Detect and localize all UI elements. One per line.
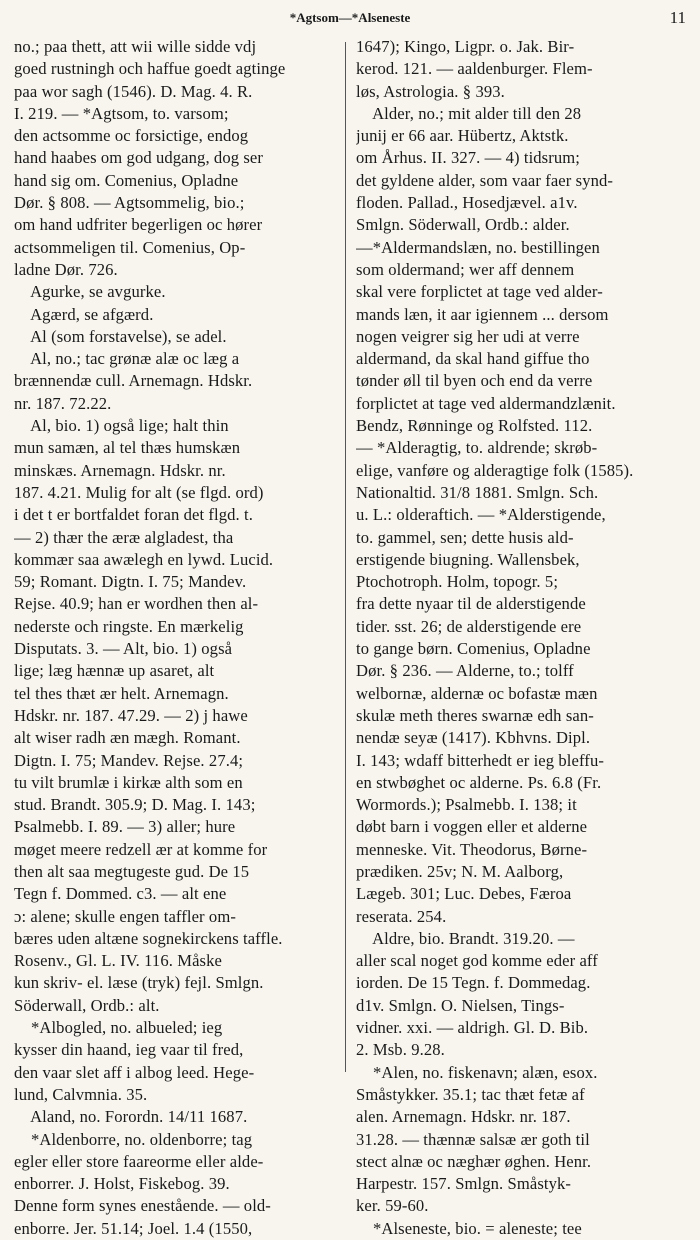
text-line: *Alseneste, bio. = aleneste; tee	[356, 1218, 582, 1238]
text-line: stud. Brandt. 305.9; D. Mag. I. 143;	[14, 795, 256, 815]
text-line: Nationaltid. 31/8 1881. Smlgn. Sch.	[356, 482, 599, 502]
text-line: reserata. 254.	[356, 906, 447, 926]
text-line: hand haabes om god udgang, dog ser	[14, 148, 264, 168]
text-line: elige, vanføre og alderagtige folk (1585).	[356, 460, 634, 480]
text-line: nederste och ringste. En mærkelig	[14, 616, 244, 636]
text-line: det gyldene alder, som vaar faer synd-	[356, 170, 614, 190]
page-number: 11	[669, 8, 686, 27]
text-line: I. 219. — *Agtsom, to. varsom;	[14, 103, 229, 123]
text-line: hand sig om. Comenius, Opladne	[14, 170, 239, 190]
text-line: iorden. De 15 Tegn. f. Dommedag.	[356, 973, 591, 993]
text-line: Rejse. 40.9; han er wordhen then al-	[14, 594, 259, 614]
text-line: Al (som forstavelse), se adel.	[14, 326, 227, 346]
text-line: 59; Romant. Digtn. I. 75; Mandev.	[14, 572, 247, 592]
column-divider	[345, 42, 346, 1072]
text-line: Aland, no. Forordn. 14/11 1687.	[14, 1107, 248, 1127]
text-line: d1v. Smlgn. O. Nielsen, Tings-	[356, 995, 565, 1015]
text-line: ker. 59-60.	[356, 1196, 429, 1216]
text-line: nendæ seyæ (1417). Kbhvns. Dipl.	[356, 728, 591, 748]
text-line: —*Aldermandslæn, no. bestillingen	[356, 237, 600, 257]
text-line: om hand udfriter begerligen oc hører	[14, 215, 263, 235]
text-line: Ptochotroph. Holm, topogr. 5;	[356, 572, 559, 592]
text-line: alt wiser radh æn mægh. Romant.	[14, 728, 241, 748]
text-line: tider. sst. 26; de alderstigende ere	[356, 616, 582, 636]
text-line: lige; læg hænnæ up asaret, alt	[14, 661, 215, 681]
text-line: Denne form synes enestående. — old-	[14, 1196, 271, 1216]
text-line: fra dette nyaar til de alderstigende	[356, 594, 586, 614]
text-line: brænnendæ cull. Arnemagn. Hdskr.	[14, 371, 253, 391]
text-line: *Alen, no. fiskenavn; alæn, esox.	[356, 1062, 598, 1082]
text-line: Aldre, bio. Brandt. 319.20. —	[356, 928, 575, 948]
text-line: løs, Astrologia. § 393.	[356, 81, 505, 101]
text-line: Småstykker. 35.1; tac thæt fetæ af	[356, 1084, 585, 1104]
text-line: minskæs. Arnemagn. Hdskr. nr.	[14, 460, 226, 480]
text-line: kerod. 121. — aaldenburger. Flem-	[356, 59, 593, 79]
text-line: lund, Calvmnia. 35.	[14, 1084, 148, 1104]
text-line: *Aldenborre, no. oldenborre; tag	[14, 1129, 253, 1149]
text-line: floden. Pallad., Hosedjævel. a1v.	[356, 193, 578, 213]
text-line: skal vere forplictet at tage ved alder-	[356, 282, 603, 302]
text-line: mands læn, it aar igiennem ... dersom	[356, 304, 609, 324]
text-line: 2. Msb. 9.28.	[356, 1040, 445, 1060]
text-line: nr. 187. 72.22.	[14, 393, 112, 413]
text-line: ɔ: alene; skulle engen taffler om-	[14, 906, 236, 926]
text-line: Tegn f. Dommed. c3. — alt ene	[14, 884, 227, 904]
text-line: døbt barn i voggen eller et alderne	[356, 817, 588, 837]
left-column	[14, 36, 348, 1240]
text-line: enborre. Jer. 51.14; Joel. 1.4 (1550,	[14, 1218, 253, 1238]
text-line: forplictet at tage ved aldermandzlænit.	[356, 393, 616, 413]
text-line: goed rustningh och haffue goedt agtinge	[14, 59, 286, 79]
text-line: Bendz, Rønninge og Rolfsted. 112.	[356, 416, 593, 436]
text-line: Rosenv., Gl. L. IV. 116. Måske	[14, 951, 222, 971]
text-line: om Århus. II. 327. — 4) tidsrum;	[356, 148, 580, 168]
text-line: 31.28. — thænnæ salsæ ær goth til	[356, 1129, 590, 1149]
text-line: aldermand, da skal hand giffue tho	[356, 349, 590, 369]
text-line: 1647); Kingo, Ligpr. o. Jak. Bir-	[356, 37, 575, 56]
text-line: 187. 4.21. Mulig for alt (se flgd. ord)	[14, 482, 264, 502]
text-line: nogen veigrer sig her udi at verre	[356, 326, 580, 346]
text-line: prædiken. 25v; N. M. Aalborg,	[356, 861, 564, 881]
text-line: welbornæ, aldernæ oc bofastæ mæn	[356, 683, 598, 703]
text-line: bæres uden altæne sognekirckens taffle.	[14, 928, 283, 948]
text-line: enborrer. J. Holst, Fiskebog. 39.	[14, 1174, 230, 1194]
text-line: then alt saa megtugeste gud. De 15	[14, 861, 250, 881]
running-head: *Agtsom—*Alseneste	[289, 10, 411, 25]
text-line: aller scal noget god komme eder aff	[356, 951, 598, 971]
text-line: no.; paa thett, att wii wille sidde vdj	[14, 37, 257, 56]
text-line: Al, no.; tac grønæ alæ oc læg a	[14, 349, 240, 369]
text-line: vidner. xxi. — aldrigh. Gl. D. Bib.	[356, 1018, 589, 1038]
text-line: junij er 66 aar. Hübertz, Aktstk.	[356, 126, 569, 146]
text-line: paa wor sagh (1546). D. Mag. 4. R.	[14, 81, 253, 101]
text-line: mun samæn, al tel thæs humskæn	[14, 438, 241, 458]
text-line: Lægeb. 301; Luc. Debes, Færoa	[356, 884, 572, 904]
text-line: to gange børn. Comenius, Opladne	[356, 639, 591, 659]
text-line: Harpestr. 157. Smlgn. Småstyk-	[356, 1174, 572, 1194]
right-column	[356, 36, 690, 1240]
text-line: alen. Arnemagn. Hdskr. nr. 187.	[356, 1107, 571, 1127]
text-line: Agurke, se avgurke.	[14, 282, 166, 302]
text-line: i det t er bortfaldet foran det flgd. t.	[14, 505, 253, 525]
text-line: ladne Dør. 726.	[14, 259, 118, 279]
text-line: *Albogled, no. albueled; ieg	[14, 1018, 223, 1038]
text-line: to. gammel, sen; dette husis ald-	[356, 527, 574, 547]
text-line: menneske. Vit. Theodorus, Børne-	[356, 839, 588, 859]
text-line: u. L.: olderaftich. — *Alderstigende,	[356, 505, 606, 525]
text-line: stect alnæ oc næghær øghen. Henr.	[356, 1151, 592, 1171]
text-line: møget meere redzell ær at komme for	[14, 839, 268, 859]
text-line: tønder øll til byen och end da verre	[356, 371, 593, 391]
text-line: actsommeligen til. Comenius, Op-	[14, 237, 246, 257]
text-line: tel thes thæt ær helt. Arnemagn.	[14, 683, 229, 703]
text-line: Dør. § 236. — Alderne, to.; tolff	[356, 661, 574, 681]
text-line: I. 143; wdaff bitterhedt er ieg bleffu-	[356, 750, 604, 770]
text-line: erstigende biugning. Wallensbek,	[356, 549, 580, 569]
text-line: Al, bio. 1) også lige; halt thin	[14, 416, 229, 436]
text-line: Digtn. I. 75; Mandev. Rejse. 27.4;	[14, 750, 244, 770]
text-line: den vaar slet aff i albog leed. Hege-	[14, 1062, 255, 1082]
text-line: — *Alderagtig, to. aldrende; skrøb-	[356, 438, 598, 458]
text-line: Hdskr. nr. 187. 47.29. — 2) j hawe	[14, 705, 248, 725]
text-line: som oldermand; wer aff dennem	[356, 259, 575, 279]
text-line: kommær saa awælegh en lywd. Lucid.	[14, 549, 274, 569]
text-line: Psalmebb. I. 89. — 3) aller; hure	[14, 817, 236, 837]
text-line: kun skriv- el. læse (tryk) fejl. Smlgn.	[14, 973, 264, 993]
text-line: tu vilt brumlæ i kirkæ alth som en	[14, 772, 243, 792]
text-line: kysser din haand, ieg vaar til fred,	[14, 1040, 244, 1060]
text-line: den actsomme oc forsictige, endog	[14, 126, 249, 146]
text-line: — 2) thær the æræ algladest, tha	[14, 527, 234, 547]
text-line: Alder, no.; mit alder till den 28	[356, 103, 582, 123]
text-line: skulæ meth theres swarnæ edh san-	[356, 705, 594, 725]
text-line: en stwbøghet oc alderne. Ps. 6.8 (Fr.	[356, 772, 602, 792]
text-line: Smlgn. Söderwall, Ordb.: alder.	[356, 215, 570, 235]
text-line: Dør. § 808. — Agtsommelig, bio.;	[14, 193, 245, 213]
text-line: Wormords.); Psalmebb. I. 138; it	[356, 795, 577, 815]
page-header	[0, 6, 700, 32]
text-line: Agærd, se afgærd.	[14, 304, 154, 324]
text-line: egler eller store faareorme eller alde-	[14, 1151, 264, 1171]
text-line: Söderwall, Ordb.: alt.	[14, 995, 160, 1015]
text-line: Disputats. 3. — Alt, bio. 1) også	[14, 639, 233, 659]
